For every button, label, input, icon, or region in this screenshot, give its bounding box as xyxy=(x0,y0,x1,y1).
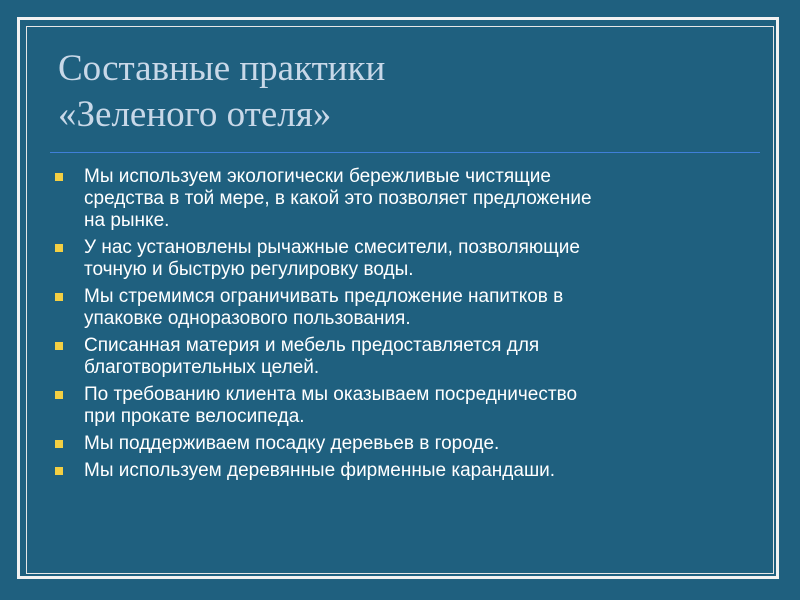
bullet-line: По требованию клиента мы оказываем посредничество xyxy=(84,384,578,405)
bullet-line: Мы используем экологически бережливые чистящие xyxy=(84,166,551,187)
bullet-item-cleaning-products xyxy=(55,166,755,232)
bullet-line: Мы используем деревянные фирменные карандаши. xyxy=(84,460,556,481)
bullet-item-disposable-packaging xyxy=(55,286,755,330)
bullet-text xyxy=(84,335,755,379)
square-bullet-icon xyxy=(55,391,63,399)
bullet-line: Мы поддерживаем посадку деревьев в городе. xyxy=(84,433,500,454)
bullet-text xyxy=(84,237,755,281)
bullet-item-bike-rental xyxy=(55,384,755,428)
bullet-line: У нас установлены рычажные смесители, позволяющие xyxy=(84,237,580,258)
bullet-item-lever-mixers xyxy=(55,237,755,281)
bullet-line: на рынке. xyxy=(84,210,170,231)
bullet-line: средства в той мере, в какой это позволяет предложение xyxy=(84,188,592,209)
bullet-item-wooden-pencils xyxy=(55,460,755,482)
bullet-text xyxy=(84,460,755,482)
bullet-line: благотворительных целей. xyxy=(84,357,320,378)
bullet-text xyxy=(84,166,755,232)
bullet-item-tree-planting xyxy=(55,433,755,455)
square-bullet-icon xyxy=(55,244,63,252)
square-bullet-icon xyxy=(55,467,63,475)
square-bullet-icon xyxy=(55,173,63,181)
bullet-item-charity-furniture xyxy=(55,335,755,379)
slide-title xyxy=(58,46,738,138)
bullet-text xyxy=(84,384,755,428)
bullet-line: Списанная материя и мебель предоставляется для xyxy=(84,335,540,356)
square-bullet-icon xyxy=(55,440,63,448)
bullet-text xyxy=(84,433,755,455)
bullet-line: при прокате велосипеда. xyxy=(84,406,305,427)
square-bullet-icon xyxy=(55,293,63,301)
slide-title-line-1: Составные практики xyxy=(58,48,386,89)
title-divider xyxy=(50,152,760,153)
bullet-line: упаковке одноразового пользования. xyxy=(84,308,411,329)
slide-title-line-2: «Зеленого отеля» xyxy=(58,94,332,135)
bullet-line: Мы стремимся ограничивать предложение напитков в xyxy=(84,286,564,307)
square-bullet-icon xyxy=(55,342,63,350)
bullet-line: точную и быструю регулировку воды. xyxy=(84,259,414,280)
bullet-list xyxy=(55,166,755,487)
bullet-text xyxy=(84,286,755,330)
